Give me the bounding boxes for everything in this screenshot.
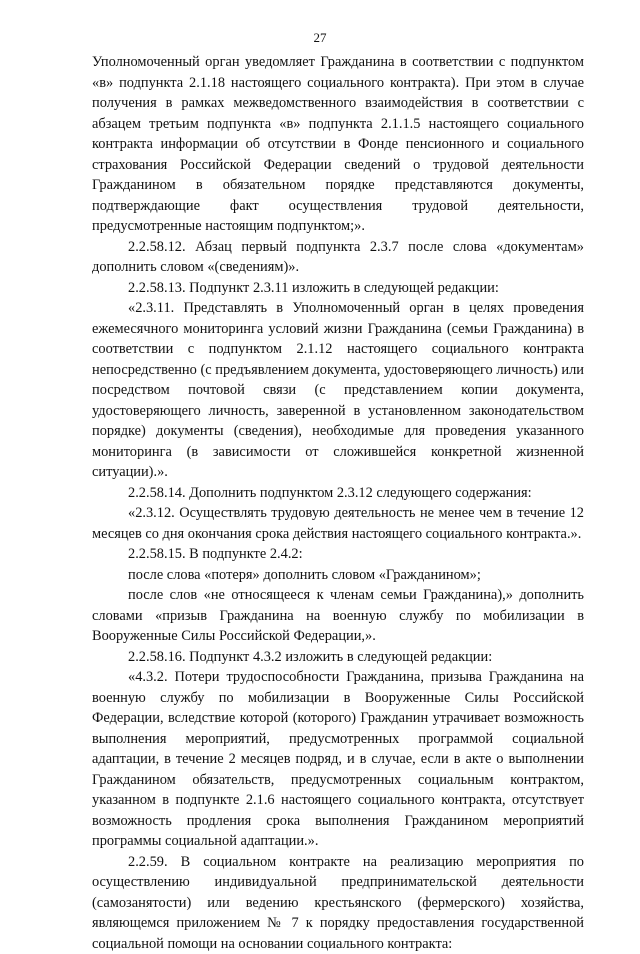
paragraph-quote-2-3-12: «2.3.12. Осуществлять трудовую деятельность не менее чем в течение 12 месяцев со дня окончания срока действия настоящего социального контракта.». xyxy=(92,503,584,544)
paragraph-amendment-2: после слов «не относящееся к членам семьи Гражданина),» дополнить словами «призыв Гражданина на военную службу по мобилизации в Вооруженные Силы Российской Федерации,». xyxy=(92,585,584,647)
paragraph-2-2-58-14: 2.2.58.14. Дополнить подпунктом 2.3.12 следующего содержания: xyxy=(92,483,584,504)
paragraph-continuation: Уполномоченный орган уведомляет Гражданина в соответствии с подпунктом «в» подпункта 2.1.18 настоящего социального контракта). При этом в случае получения в рамках межведомственного взаимодействия в соответствии с абзацем третьим подпункта «в» подпункта 2.1.1.5 настоящего социального контракта информации об отсутствии в Фонде пенсионного и социального страхования Российской Федерации сведений о трудовой деятельности Гражданином в обязательном порядке представляются документы, подтверждающие факт осуществления трудовой деятельности, предусмотренные настоящим подпунктом;». xyxy=(92,52,584,237)
paragraph-quote-2-3-11: «2.3.11. Представлять в Уполномоченный орган в целях проведения ежемесячного мониторинга условий жизни Гражданина (семьи Гражданина) в соответствии с подпунктом 2.1.12 настоящего социального контракта непосредственно (с предъявлением документа, удостоверяющего личность) или посредством почтовой связи (с представлением копии документа, удостоверяющего личность, заверенной в установленном законодательством порядке) документы (сведения), необходимые для проведения указанного мониторинга (в зависимости от сложившейся конкретной жизненной ситуации).». xyxy=(92,298,584,483)
document-body xyxy=(92,52,584,954)
paragraph-quote-4-3-2: «4.3.2. Потери трудоспособности Гражданина, призыва Гражданина на военную службу по мобилизации в Вооруженные Силы Российской Федерации, вследствие которой (которого) Гражданин утрачивает возможность выполнения мероприятий, предусмотренных программой социальной адаптации, в течение 2 месяцев подряд, и в случае, если в акте о выполнении Гражданином обязательств, предусмотренных социальным контрактом, указанном в подпункте 2.1.6 настоящего социального контракта, отсутствует возможность продления срока выполнения Гражданином мероприятий программы социальной адаптации.». xyxy=(92,667,584,852)
paragraph-2-2-58-12: 2.2.58.12. Абзац первый подпункта 2.3.7 после слова «документам» дополнить словом «(сведениям)». xyxy=(92,237,584,278)
paragraph-amendment-1: после слова «потеря» дополнить словом «Гражданином»; xyxy=(92,565,584,586)
page-number: 27 xyxy=(0,30,640,46)
paragraph-2-2-58-16: 2.2.58.16. Подпункт 4.3.2 изложить в следующей редакции: xyxy=(92,647,584,668)
paragraph-2-2-59: 2.2.59. В социальном контракте на реализацию мероприятия по осуществлению индивидуальной предпринимательской деятельности (самозанятости) или ведению крестьянского (фермерского) хозяйства, являющемся приложением № 7 к порядку предоставления государственной социальной помощи на основании социального контракта: xyxy=(92,852,584,954)
paragraph-2-2-58-15: 2.2.58.15. В подпункте 2.4.2: xyxy=(92,544,584,565)
paragraph-2-2-58-13: 2.2.58.13. Подпункт 2.3.11 изложить в следующей редакции: xyxy=(92,278,584,299)
